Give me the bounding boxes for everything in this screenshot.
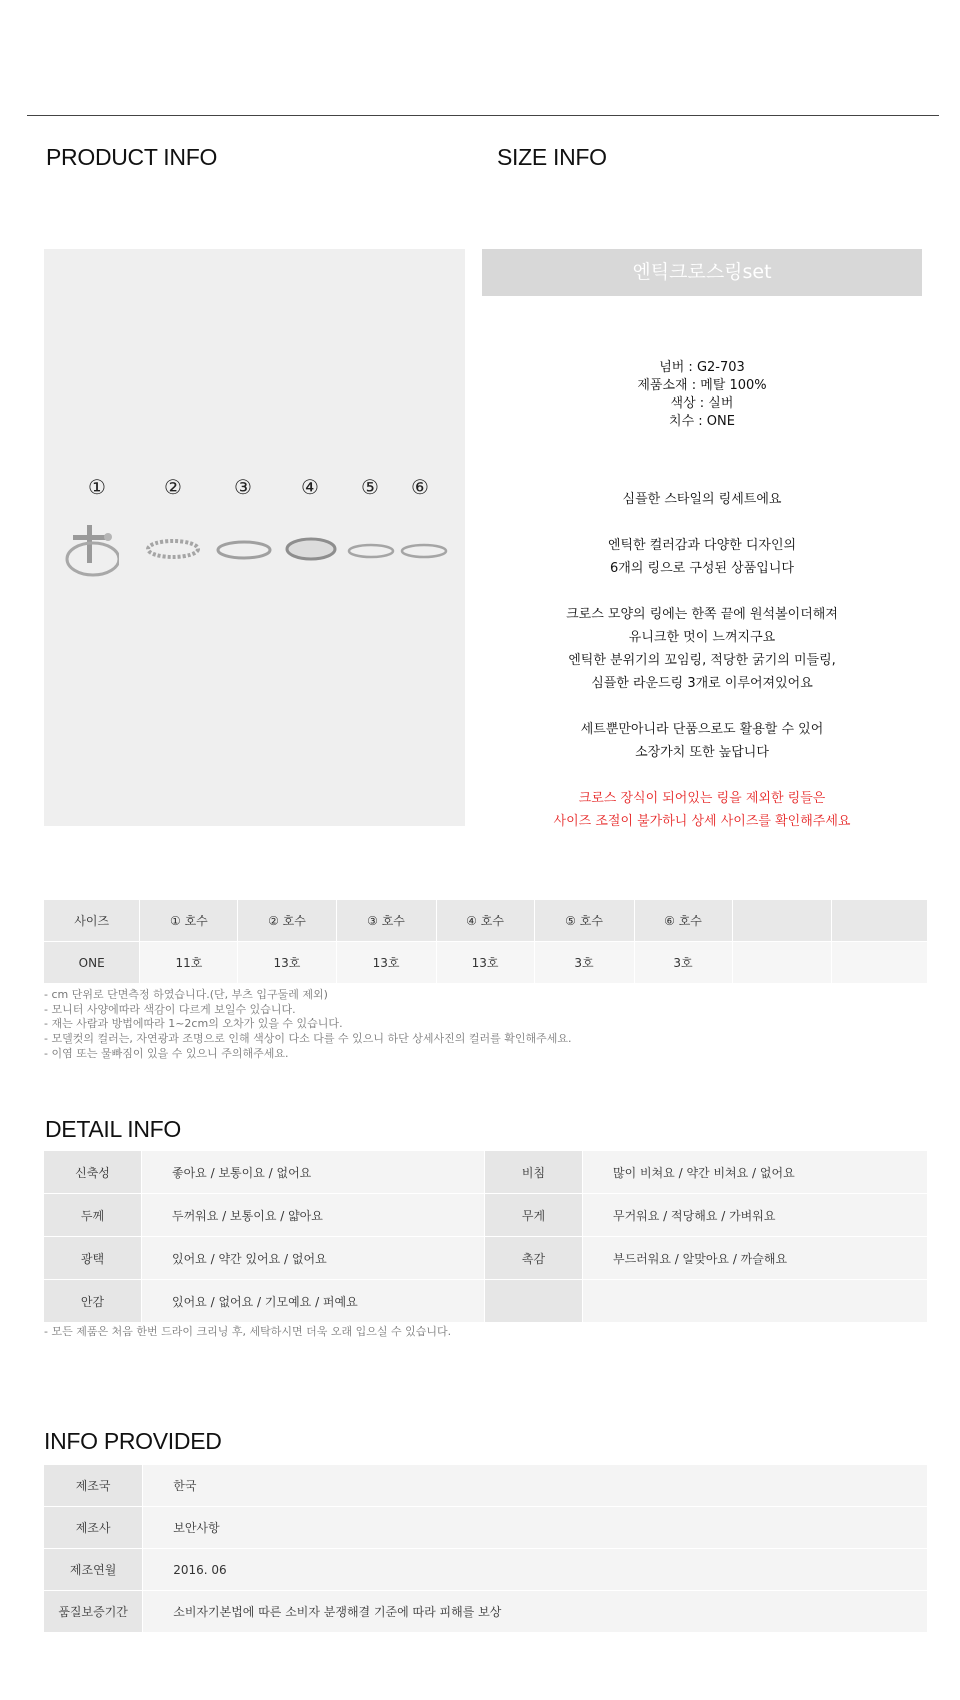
detail-table <box>43 1150 928 1323</box>
top-divider <box>27 115 939 116</box>
size-notes <box>44 988 571 1062</box>
size-header-cell: ④ 호수 <box>436 900 534 942</box>
size-note-line: - 모델컷의 컬러는, 자연광과 조명으로 인해 색상이 다소 다를 수 있으니 하단 상세사진의 컬러를 확인해주세요. <box>44 1032 572 1046</box>
info-value: 2016. 06 <box>143 1549 928 1591</box>
round-ring-image-6 <box>400 541 448 561</box>
description-line: 엔틱한 컬러감과 다양한 디자인의 <box>607 538 797 553</box>
detail-label <box>485 1280 583 1323</box>
size-cell: 13호 <box>238 942 336 984</box>
size-cell: 13호 <box>336 942 436 984</box>
size-header-cell: ① 호수 <box>140 900 238 942</box>
detail-label: 촉감 <box>485 1237 583 1280</box>
info-label: 제조연월 <box>44 1549 143 1591</box>
size-note-line: - 모니터 사양에따라 색감이 다르게 보일수 있습니다. <box>44 1002 296 1016</box>
size-cell <box>832 942 928 984</box>
size-table-header <box>44 900 928 942</box>
spec-size: 치수 : ONE <box>669 414 735 429</box>
detail-value: 있어요 / 없어요 / 기모예요 / 퍼예요 <box>142 1280 485 1323</box>
size-cell: ONE <box>44 942 140 984</box>
detail-row <box>44 1194 928 1237</box>
detail-info-heading: DETAIL INFO <box>45 1116 181 1142</box>
ring-number-2: ② <box>164 475 182 499</box>
product-info-heading: PRODUCT INFO <box>46 144 218 170</box>
size-header-cell <box>732 900 832 942</box>
size-header-cell: ③ 호수 <box>336 900 436 942</box>
size-cell: 13호 <box>436 942 534 984</box>
info-value: 소비자기본법에 따른 소비자 분쟁해결 기준에 따라 피해를 보상 <box>143 1591 928 1633</box>
spec-material: 제품소재 : 메탈 100% <box>637 378 767 393</box>
size-header-cell: ⑥ 호수 <box>634 900 732 942</box>
detail-value: 있어요 / 약간 있어요 / 없어요 <box>142 1237 485 1280</box>
detail-label: 안감 <box>44 1280 142 1323</box>
info-label: 제조사 <box>44 1507 143 1549</box>
size-note-line: - 재는 사람과 방법에따라 1~2cm의 오차가 있을 수 있습니다. <box>44 1017 343 1031</box>
warning-line: 크로스 장식이 되어있는 링을 제외한 링들은 <box>578 791 826 806</box>
size-note-line: - cm 단위로 단면측정 하였습니다.(단, 부츠 입구둘레 제외) <box>44 988 328 1001</box>
warning-line: 사이즈 조절이 불가하니 상세 사이즈를 확인해주세요 <box>553 814 851 829</box>
size-warning <box>482 787 922 833</box>
ring-number-3: ③ <box>234 475 252 499</box>
product-name-bar: 엔틱크로스링set <box>482 249 922 296</box>
twist-ring-image <box>145 536 201 562</box>
info-label: 제조국 <box>44 1465 143 1507</box>
description-line: 세트뿐만아니라 단품으로도 활용할 수 있어 <box>580 722 824 737</box>
size-note-line: - 이염 또는 물빠짐이 있을 수 있으니 주의해주세요. <box>44 1046 289 1060</box>
description-line: 엔틱한 분위기의 꼬임링, 적당한 굵기의 미들링, <box>568 653 836 668</box>
info-provided-heading: INFO PROVIDED <box>44 1428 222 1454</box>
ring-number-4: ④ <box>301 475 319 499</box>
info-row <box>44 1549 928 1591</box>
size-header-cell <box>832 900 928 942</box>
description-paragraph-2 <box>482 534 922 580</box>
size-header-cell: ⑤ 호수 <box>534 900 634 942</box>
info-table <box>43 1464 928 1633</box>
info-row <box>44 1591 928 1633</box>
description-paragraph-4 <box>482 718 922 764</box>
detail-value <box>583 1280 928 1323</box>
detail-label: 무게 <box>485 1194 583 1237</box>
description-paragraph-1 <box>482 488 922 511</box>
detail-row <box>44 1280 928 1323</box>
info-row <box>44 1465 928 1507</box>
detail-value: 부드러워요 / 알맞아요 / 까슬해요 <box>583 1237 928 1280</box>
info-value: 한국 <box>143 1465 928 1507</box>
info-value: 보안사항 <box>143 1507 928 1549</box>
detail-value: 많이 비쳐요 / 약간 비쳐요 / 없어요 <box>583 1151 928 1194</box>
detail-label: 광택 <box>44 1237 142 1280</box>
detail-label: 두께 <box>44 1194 142 1237</box>
product-spec <box>482 359 922 431</box>
cross-ring-image <box>59 519 119 589</box>
size-header-cell: ② 호수 <box>238 900 336 942</box>
size-table-row <box>44 942 928 984</box>
description-line: 소장가치 또한 높답니다 <box>635 745 769 760</box>
size-table <box>43 899 928 984</box>
round-ring-image-5 <box>347 541 395 561</box>
description-line: 유니크한 멋이 느껴지구요 <box>628 630 776 645</box>
detail-value: 좋아요 / 보통이요 / 없어요 <box>142 1151 485 1194</box>
size-cell: 3호 <box>634 942 732 984</box>
ring-number-1: ① <box>88 475 106 499</box>
description-line: 6개의 링으로 구성된 상품입니다 <box>610 561 794 576</box>
spec-color: 색상 : 실버 <box>670 396 734 411</box>
size-cell <box>732 942 832 984</box>
product-photo <box>44 249 465 826</box>
description-line: 심플한 스타일의 링세트에요 <box>622 492 782 507</box>
size-cell: 11호 <box>140 942 238 984</box>
detail-row <box>44 1151 928 1194</box>
size-header-cell: 사이즈 <box>44 900 140 942</box>
info-label: 품질보증기간 <box>44 1591 143 1633</box>
detail-label: 신축성 <box>44 1151 142 1194</box>
detail-row <box>44 1237 928 1280</box>
description-paragraph-3 <box>482 603 922 695</box>
wide-ring-image <box>284 534 338 564</box>
size-cell: 3호 <box>534 942 634 984</box>
middle-ring-image <box>215 537 273 563</box>
detail-value: 무거워요 / 적당해요 / 가벼워요 <box>583 1194 928 1237</box>
info-row <box>44 1507 928 1549</box>
detail-note: - 모든 제품은 처음 한번 드라이 크리닝 후, 세탁하시면 더욱 오래 입으실 수 있습니다. <box>44 1325 452 1338</box>
description-line: 크로스 모양의 링에는 한쪽 끝에 원석볼이더해져 <box>566 607 838 622</box>
spec-number: 넘버 : G2-703 <box>659 360 745 375</box>
ring-number-5: ⑤ <box>361 475 379 499</box>
description-line: 심플한 라운드링 3개로 이루어져있어요 <box>591 676 813 691</box>
ring-number-6: ⑥ <box>411 475 429 499</box>
detail-label: 비침 <box>485 1151 583 1194</box>
size-info-heading: SIZE INFO <box>497 144 607 170</box>
detail-value: 두꺼워요 / 보통이요 / 얇아요 <box>142 1194 485 1237</box>
